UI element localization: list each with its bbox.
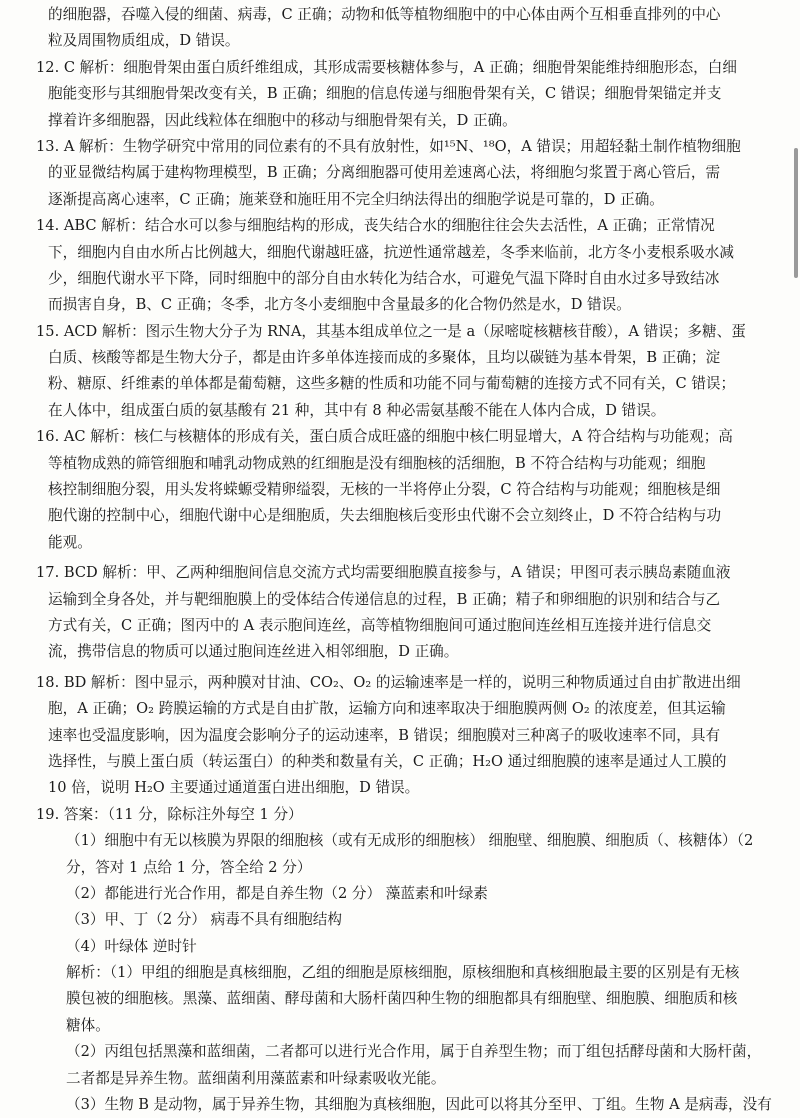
question-19: 19. 答案：（11 分，除标注外每空 1 分） [36,805,303,823]
question-16: 16. AC 解析：核仁与核糖体的形成有关，蛋白质合成旺盛的细胞中核仁明显增大，A 符合结构与功能观；高 [36,428,733,446]
text-line: 等植物成熟的筛管细胞和哺乳动物成熟的红细胞是没有细胞核的活细胞，B 不符合结构与功能观；细胞 [48,454,706,472]
text-line: 的亚显微结构属于建构物理模型，B 正确；分离细胞器可使用差速离心法，将细胞匀浆置于离心管后，需 [48,164,721,182]
question-15: 15. ACD 解析：图示生物大分子为 RNA，其基本组成单位之一是 a（尿嘧啶核糖核苷酸），A 错误；多糖、蛋 [36,322,746,340]
text-line: 能观。 [48,533,92,551]
analysis-line: （2）丙组包括黑藻和蓝细菌，二者都可以进行光合作用，属于自养型生物；而丁组包括酵母菌和大肠杆菌， [66,1043,762,1061]
text-line: 胞能变形与其细胞骨架改变有关，B 正确；细胞的信息传递与细胞骨架有关，C 错误；细胞骨架锚定并支 [48,85,722,103]
question-18: 18. BD 解析：图中显示，两种膜对甘油、CO₂、O₂ 的运输速率是一样的，说明三种物质通过自由扩散进出细 [36,673,741,691]
text-line: 运输到全身各处，并与靶细胞膜上的受体结合传递信息的过程，B 正确；精子和卵细胞的识别和结合与乙 [48,590,721,608]
question-12: 12. C 解析：细胞骨架由蛋白质纤维组成，其形成需要核糖体参与，A 正确；细胞骨架能维持细胞形态，白细 [36,58,737,76]
text-line: 少，细胞代谢水平下降，同时细胞中的部分自由水转化为结合水，可避免气温下降时自由水过多导致结冰 [48,269,720,287]
answer-line: （2）都能进行光合作用，都是自养生物（2 分） 藻蓝素和叶绿素 [66,884,488,902]
text-line: 粉、糖原、纤维素的单体都是葡萄糖，这些多糖的性质和功能不同与葡萄糖的连接方式不同有关，C 错误； [48,375,736,393]
analysis-line: 解析：（1）甲组的细胞是真核细胞，乙组的细胞是原核细胞，原核细胞和真核细胞最主要的区别是有无核 [66,964,740,982]
analysis-line: 糖体。 [66,1016,110,1034]
text-line: 白质、核酸等都是生物大分子，都是由许多单体连接而成的多聚体，且均以碳链为基本骨架，B 正确；淀 [48,349,721,367]
analysis-line: （3）生物 B 是动物，属于异养生物，其细胞为真核细胞，因此可以将其分至甲、丁组。生物 A 是病毒，没有 [66,1096,772,1114]
text-line: 选择性，与膜上蛋白质（转运蛋白）的种类和数量有关，C 正确；H₂O 通过细胞膜的速率是通过人工膜的 [48,752,727,770]
analysis-line: 膜包被的细胞核。黑藻、蓝细菌、酵母菌和大肠杆菌四种生物的细胞都具有细胞壁、细胞膜、细胞质和核 [66,990,738,1008]
text-line: 10 倍，说明 H₂O 主要通过通道蛋白进出细胞，D 错误。 [48,779,420,797]
analysis-line: 二者都是异养生物。蓝细菌利用藻蓝素和叶绿素吸收光能。 [66,1069,446,1087]
text-line: 在人体中，组成蛋白质的氨基酸有 21 种，其中有 8 种必需氨基酸不能在人体内合成，D 错误。 [48,401,666,419]
text-line: 而损害自身，B、C 正确；冬季，北方冬小麦细胞中含量最多的化合物仍然是水，D 错误。 [48,296,631,314]
answer-line: （1）细胞中有无以核膜为界限的细胞核（或有无成形的细胞核） 细胞壁、细胞膜、细胞质（、核糖体）（2 [66,832,754,850]
question-13: 13. A 解析：生物学研究中常用的同位素有的不具有放射性，如¹⁵N、¹⁸O，A 错误；用超轻黏土制作植物细胞 [36,137,741,155]
question-17: 17. BCD 解析：甲、乙两种细胞间信息交流方式均需要细胞膜直接参与，A 错误；甲图可表示胰岛素随血液 [36,564,731,582]
text-line: 的细胞器，吞噬入侵的细菌、病毒，C 正确；动物和低等植物细胞中的中心体由两个互相垂直排列的中心 [48,6,721,23]
text-line: 撑着许多细胞器，因此线粒体在细胞中的移动与细胞骨架有关，D 正确。 [48,111,517,129]
answer-document [0,2,790,1118]
text-line: 方式有关，C 正确；图丙中的 A 表示胞间连丝，高等植物细胞间可通过胞间连丝相互连接并进行信息交 [48,616,712,634]
scrollbar-thumb[interactable] [794,148,798,278]
text-line: 下，细胞内自由水所占比例越大，细胞代谢越旺盛，抗逆性通常越差，冬季来临前，北方冬小麦根系吸水减 [48,243,734,261]
text-line: 流，携带信息的物质可以通过胞间连丝进入相邻细胞，D 正确。 [48,643,459,661]
text-line: 核控制细胞分裂，用头发将蝾螈受精卵缢裂，无核的一半将停止分裂，C 符合结构与功能观；细胞核是细 [48,481,721,499]
question-14: 14. ABC 解析：结合水可以参与细胞结构的形成，丧失结合水的细胞往往会失去活性，A 正确；正常情况 [36,217,715,235]
answer-line: （3）甲、丁（2 分） 病毒不具有细胞结构 [66,911,342,929]
text-line: 速率也受温度影响，因为温度会影响分子的运动速率，B 错误；细胞膜对三种离子的吸收速率不同，具有 [48,726,721,744]
answer-line: （4）叶绿体 逆时针 [66,937,197,955]
text-line: 胞，A 正确；O₂ 跨膜运输的方式是自由扩散，运输方向和速率取决于细胞膜两侧 O₂ 的浓度差，但其运输 [48,700,726,718]
text-line: 逐渐提高离心速率，C 正确；施莱登和施旺用不完全归纳法得出的细胞学说是可靠的，D 正确。 [48,190,664,208]
text-line: 粒及周围物质组成，D 错误。 [48,32,240,50]
text-line: 胞代谢的控制中心，细胞代谢中心是细胞质，失去细胞核后变形虫代谢不会立刻终止，D 不符合结构与功 [48,507,722,525]
answer-line: 分，答对 1 点给 1 分，答全给 2 分） [66,858,312,876]
